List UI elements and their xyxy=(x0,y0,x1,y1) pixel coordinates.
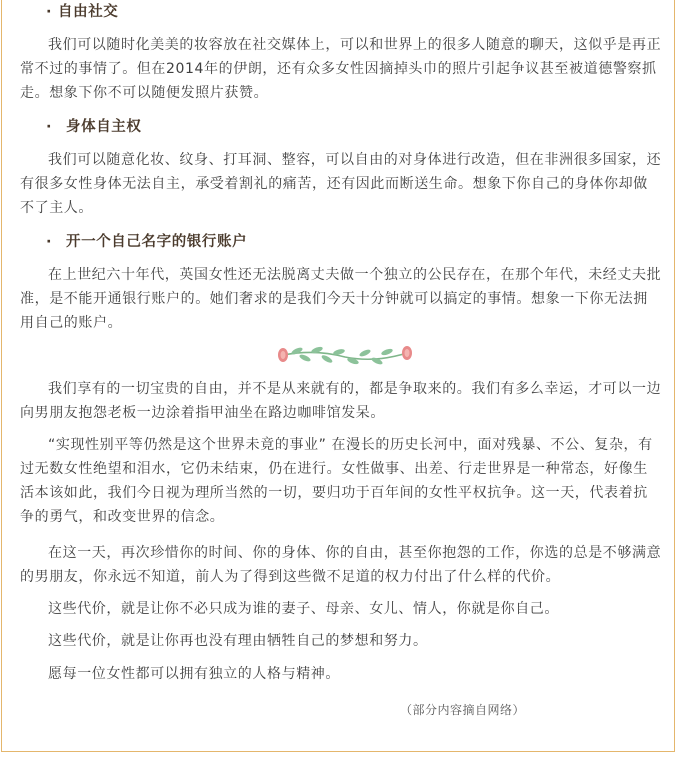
floral-vine-divider-icon xyxy=(275,343,415,367)
closing-paragraph: 这些代价，就是让你再也没有理由牺牲自己的梦想和努力。 xyxy=(48,633,428,649)
section-paragraph-bank: 在上世纪六十年代，英国女性还无法脱离丈夫做一个独立的公民存在，在那个年代，未经丈夫批准，是不能开通银行账户的。她们奢求的是我们今天十分钟就可以搞定的事情。想象一下你无法拥用自己的账户。 xyxy=(20,267,662,331)
section-heading-text: 身体自主权 xyxy=(66,119,142,135)
section-paragraph-body: 我们可以随意化妆、纹身、打耳洞、整容，可以自由的对身体进行改造，但在非洲很多国家，还有很多女性身体无法自主，承受着割礼的痛苦，还有因此而断送生命。想象下你自己的身体你却做不了主人。 xyxy=(20,152,662,216)
closing-paragraph: “实现性别平等仍然是这个世界未竟的事业” 在漫长的历史长河中，面对残暴、不公、复杂，有过无数女性绝望和泪水，它仍未结束，仍在进行。女性做事、出差、行走世界是一种常态，好像生活本该如此，我们今日视为理所当然的一切，要归功于百年间的女性平权抗争。这一天，代表着抗争的勇气，和改变世界的信念。 xyxy=(20,437,653,525)
section-paragraph-social: 我们可以随时化美美的妆容放在社交媒体上，可以和世界上的很多人随意的聊天，这似乎是再正常不过的事情了。但在2014年的伊朗，还有众多女性因摘掉头巾的照片引起争议甚至被道德警察抓走。想象下你不可以随便发照片获赞。 xyxy=(20,37,662,101)
closing-paragraph: 在这一天，再次珍惜你的时间、你的身体、你的自由，甚至你抱怨的工作，你选的总是不够满意的男朋友，你永远不知道，前人为了得到这些微不足道的权力付出了什么样的代价。 xyxy=(20,545,662,585)
section-heading-text: 开一个自己名字的银行账户 xyxy=(66,234,248,250)
section-heading-bank xyxy=(46,230,247,254)
source-note: （部分内容摘自网络） xyxy=(400,703,526,717)
closing-paragraph: 愿每一位女性都可以拥有独立的人格与精神。 xyxy=(48,666,340,682)
closing-paragraph: 我们享有的一切宝贵的自由，并不是从来就有的，都是争取来的。我们有多么幸运，才可以一边向男朋友抱怨老板一边涂着指甲油坐在路边咖啡馆发呆。 xyxy=(20,381,662,421)
bullet-icon: · xyxy=(46,4,53,20)
bullet-icon: · xyxy=(46,234,53,250)
closing-paragraph: 这些代价，就是让你不必只成为谁的妻子、母亲、女儿、情人，你就是你自己。 xyxy=(48,601,559,617)
bullet-icon: · xyxy=(46,119,53,135)
section-heading-text: 自由社交 xyxy=(58,4,119,20)
section-heading-social xyxy=(46,0,118,24)
section-heading-body xyxy=(46,115,142,139)
